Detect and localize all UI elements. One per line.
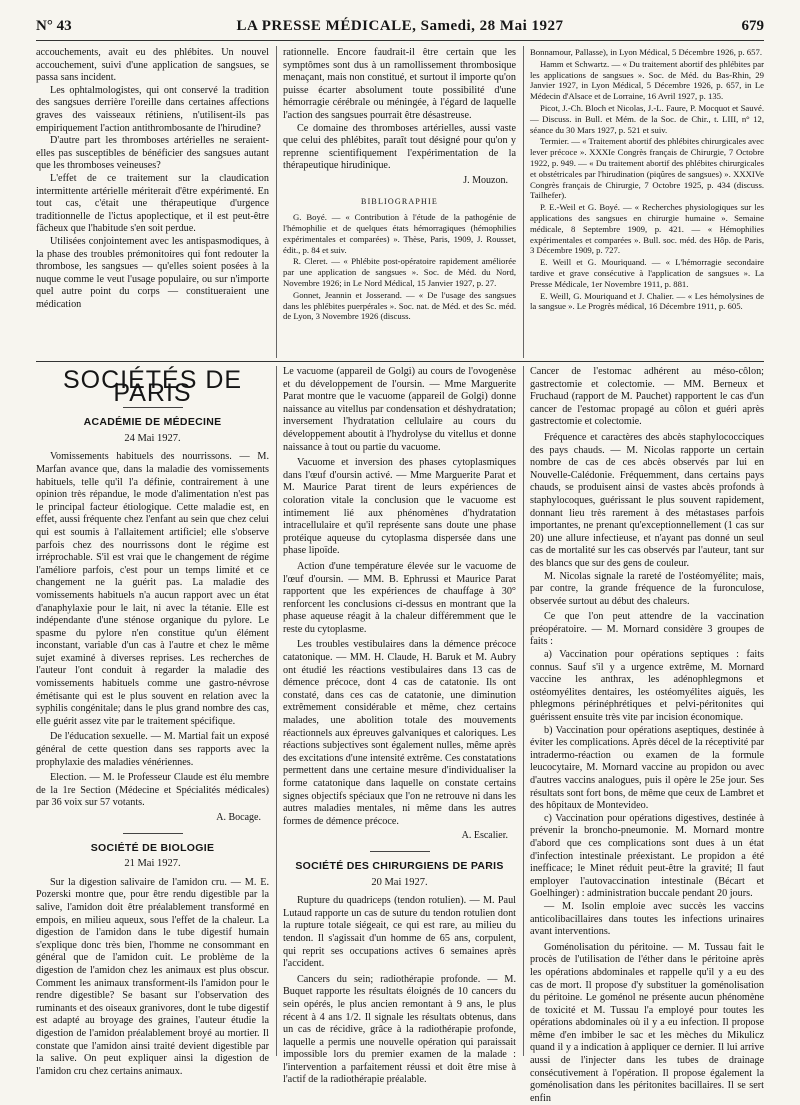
bibliography-entry: Termier. — « Traitement abortif des phlébites chirurgicales avec lever précoce ». XXXIe Congrès français de Chirurgie, 7 Octobre 1922, p. 949. — « Du traitement abortif des phlébites chirurgicales et obstétricales par l'hirudination (piqûres de sangsues) ». XXXIVe Congrès français de Chirurgie, 7 Octobre 1925, p. 434 (discuss. Tailhefer).	[530, 136, 764, 201]
column-divider	[276, 366, 277, 1056]
paragraph: Ce domaine des thromboses artérielles, aussi vaste que celui des phlébites, paraît tout désigné pour qu'on y reprenne scientifiquement l'expérimentation de la thérapeutique hirudinique.	[283, 122, 516, 172]
report-signature: A. Escalier.	[461, 830, 508, 842]
top-column-2	[283, 47, 516, 323]
session-date: 20 Mai 1927.	[371, 876, 428, 888]
journal-title: LA PRESSE MÉDICALE, Samedi, 28 Mai 1927	[236, 18, 564, 34]
page-number: 679	[741, 18, 764, 34]
paragraph: accouchements, avait eu des phlébites. Un nouvel accouchement, suivi d'une application de sangsues, se passa sans incident.	[36, 47, 269, 84]
bibliography-entry: Hamm et Schwartz. — « Du traitement abortif des phlébites par les applications de sangsues ». Soc. de Méd. du Bas-Rhin, 29 Janvier 1927, in Lyon Médical, 5 Décembre 1926, p. 657, in Le Médecin d'Alsace et de Lorraine, 16 Avril 1927, p. 135.	[530, 58, 764, 102]
article-signature: J. Mouzon.	[463, 174, 508, 186]
paragraph: Election. — M. le Professeur Claude est élu membre de la 1re Section (Médecine et Spécialités médicales) par 36 voix sur 57 votants.	[36, 772, 269, 809]
bibliography-entry: P. E.-Weil et G. Boyé. — « Recherches physiologiques sur les applications des sangsues en chirurgie humaine ». Semaine médicale, 8 Septembre 1909, p. 421. — « Hémophilies expérimentales et comparées ». Bull. soc. méd. des Hôp. de Paris, 3 Décembre 1909, p. 727.	[530, 202, 764, 256]
top-column-3	[530, 47, 764, 313]
column-divider	[523, 46, 524, 358]
paragraph: M. Nicolas signale la rareté de l'ostéomyélite; mais, par contre, la grande fréquence de la furonculose, observée surtout au début des chaleurs.	[530, 570, 764, 607]
paragraph: D'autre part les thromboses artérielles ne seraient-elles pas susceptibles de bénéficier des sangsues autant que les thromboses veineuses?	[36, 135, 269, 172]
paragraph: Action d'une température élevée sur le vacuome de l'œuf d'oursin. — MM. B. Ephrussi et Maurice Parat rapportent que les expériences de chauffage à 30° renforcent les conclusions ci-dessus en montrant que la phase aqueuse réagit à la chaleur différemment que le reste du cytoplasme.	[283, 560, 516, 635]
paragraph: Le vacuome (appareil de Golgi) au cours de l'ovogenèse et du développement de l'oursin. — Mme Marguerite Parat montre que le vacuome (appareil de Golgi) donne naissance au vitellus par condensation et déshydratation; inversement l'hydratation cellulaire au cours du développement aboutit à l'hydrolyse du vitellus et donne naissance à tout ou partie du vacuome.	[283, 366, 516, 453]
bibliography-entry: R. Cleret. — « Phlébite post-opératoire rapidement améliorée par une application de sangsues ». Soc. de Méd. du Nord, Novembre 1926; in Le Nord Médical, 15 Janvier 1927, p. 27.	[283, 256, 516, 288]
paragraph: Ce que l'on peut attendre de la vaccination préopératoire. — M. Mornard considère 3 groupes de faits :	[530, 611, 764, 648]
column-divider	[523, 366, 524, 1056]
bibliography-entry: E. Weill, G. Mouriquand et J. Chalier. — « Les hémolysines de la sangsue ». Le Progrès médical, 16 Décembre 1911, p. 605.	[530, 290, 764, 312]
society-heading: ACADÉMIE DE MÉDECINE	[83, 416, 222, 429]
bibliography-entry: Picot, J.-Ch. Bloch et Nicolas, J.-L. Faure, P. Mocquot et Sauvé. — Discuss. in Bull. et Mém. de la Soc. de Chir., t. LIII, n° 12, séance du 30 Mars 1927, p. 521 et suiv.	[530, 102, 764, 135]
bibliography-entry: G. Boyé. — « Contribution à l'étude de la pathogénie de l'hémophilie et de quelques états hémorragiques (hémophilies expérimentales et comparées) ». Thèse, Paris, 1909, J. Rousset, édit., p. 84 et suiv.	[283, 212, 516, 255]
paragraph: Les troubles vestibulaires dans la démence précoce catatonique. — MM. H. Claude, H. Baruk et M. Aubry ont étudié les réactions vestibulaires dans 13 cas de démence précoce, dont 4 cas de catatonie. Ils ont constaté, dans ces cas de catatonie, une diminution extrêmement considérable et même, chez certains malades, une abolition totale des mouvements réactionnels aux épreuves galvaniques et caloriques. Les réactions subjectives sont également nulles, même après des excitations d'une intensité extrême. Ces constatations permettent dans une certaine mesure d'individualiser la forme catatonique dans laquelle on constate certains signes objectifs spéciaux que l'on ne retrouve ni dans les autres maladies mentales, ni même dans les autres formes de démence précoce.	[283, 639, 516, 827]
paragraph: Utilisées conjointement avec les antispasmodiques, à la phase des troubles prémonitoires qui font redouter la thrombose, les sangsues — qu'elles soient posées à la nuque comme le veut l'usage populaire, ou sur n'importe quel autre point du corps — constitueraient une médication	[36, 235, 269, 310]
issue-number: N° 43	[36, 18, 72, 34]
bibliography-entry: Gonnet, Jeannin et Josserand. — « De l'usage des sangsues dans les phlébites puerpérales ». Soc. nat. de Méd. et des Sc. méd. de Lyon, 3 Novembre 1926 (discuss.	[283, 289, 516, 322]
societes-column-3	[530, 366, 764, 1105]
paragraph: Vacuome et inversion des phases cytoplasmiques dans l'œuf d'oursin activé. — Mme Marguerite Parat et M. Maurice Parat tirent de leurs expériences de coloration vitale la conclusion que le vacuome est intimement lié aux phénomènes d'hydratation intracellulaire et qu'il représente sans doute une phase protéique aqueuse du cytoplasma dispersée dans une phase lipoïde.	[283, 457, 516, 557]
report-signature: A. Bocage.	[216, 812, 261, 823]
paragraph: — M. Isolin emploie avec succès les vaccins anticolibacillaires dans toutes les infections urinaires avant interventions.	[530, 900, 764, 938]
title-rule	[123, 407, 183, 408]
page-header	[36, 18, 764, 40]
paragraph: Fréquence et caractères des abcès staphylococciques des pays chauds. — M. Nicolas rapporte un certain nombre de cas de ces abcès observés par lui en Nouvelle-Calédonie. Fréquemment, dans certains pays chauds, se produisent ainsi de vastes abcès profonds à staphylocoques, guérissant le plus souvent rapidement, donnant lieu très rarement à des métastases parfois importantes, ne prenant qu'exceptionnellement (1 cas sur 20) une allure infectieuse, et n'ayant pas donné un seul cas de mortalité sur les cas observés par l'auteur, tant sur des blancs que sur des gens de couleur.	[530, 431, 764, 569]
session-date: 24 Mai 1927.	[124, 432, 181, 444]
paragraph: a) Vaccination pour opérations septiques : faits connus. Sauf s'il y a urgence extrême, M. Mornard vaccine les anthrax, les adénophlegmons et ostéomyélites dentaires, les ostéomyélites aiguës, les phlegmons périnéphrétiques et pelvi-péritonites qui guérissent ensuite très vite par incision économique.	[530, 649, 764, 724]
paragraph: b) Vaccination pour opérations aseptiques, destinée à éviter les complications. Après décel de la réceptivité par intradermo-réaction ou examen de la formule leucocytaire, M. Mornard vaccine au propidon ou avec d'autres vaccins analogues, puis il opère le 25e jour. Ses résultats sont fort bons, de même que ceux de Lambret et des hôpitaux de Montevideo.	[530, 724, 764, 812]
paragraph: Sur la digestion salivaire de l'amidon cru. — M. E. Pozerski montre que, pour être rendu digestible par la salive, l'amidon doit être préalablement transformé en empois, en milieu aqueux, sous l'effet de la chaleur. La digestion de l'amidon dans le tube digestif humain s'explique donc très bien, l'homme ne consommant en général que de l'amidon cuit. Le problème de la digestion de l'amidon chez les animaux est plus obscur. Comment les animaux transforment-ils l'amidon pour le rendre digestible? Se basant sur l'observation des ruminants et des oiseaux granivores, dont le tube digestif est adapté au broyage des graines, l'auteur étudie la digestion de l'amidon préalablement broyé au mortier. Il constate que l'amidon ainsi traité devient digestible par la salive. On peut expliquer ainsi la digestion de l'amidon cru chez certains animaux.	[36, 876, 269, 1077]
paragraph: c) Vaccination pour opérations digestives, destinée à prévenir la broncho-pneumonie. M. Mornard montre d'abord que ces complications sont dues à un état d'infection intestinale préexistant. Le propidon a été inefficace; le Minet réduit peut-être la gravité; Il faut employer l'autovaccination intestinale (Bécart et Goelhinger) : administration buccale pendant 20 jours.	[530, 812, 764, 900]
paragraph: Rupture du quadriceps (tendon rotulien). — M. Paul Lutaud rapporte un cas de suture du tendon rotulien dont la rupture totale siégeait, ce qui est rare, au milieu du tendon. Il s'agissait d'un homme de 65 ans, corpulent, qui reprit ses occupations actives 6 semaines après l'accident.	[283, 895, 516, 970]
paragraph: Cancer de l'estomac adhérent au méso-côlon; gastrectomie et colectomie. — MM. Berneux et Fruchaud (rapport de M. Pauchet) rapportent le cas d'un cancer de l'estomac propagé au côlon et guéri après gastrectomie et colectomie.	[530, 366, 764, 428]
column-divider	[276, 46, 277, 358]
divider-rule	[123, 833, 183, 834]
society-heading: SOCIÉTÉ DES CHIRURGIENS DE PARIS	[295, 859, 504, 872]
bibliography-entry: E. Weill et G. Mouriquand. — « L'hémorragie secondaire tardive et grave consécutive à l'application de sangsues ». La Presse Médicale, 1er Novembre 1911, p. 881.	[530, 257, 764, 289]
paragraph: Goménolisation du péritoine. — M. Tussau fait le procès de l'utilisation de l'éther dans le péritoine après les opérations abdominales et rappelle qu'il y a eu des cas de mort. Il propose d'y substituer la goménolisation du péritoine. Le goménol ne présente aucun phénomène de toxicité et M. Tussau l'a employé pour toutes les opérations abdominales où il y a eu infection. Il propose même d'en imbiber le sac et les mèches du Mikulicz quand il y a indication à appliquer ce dernier. Il lui arrive aussi de l'injecter dans les tubes de drainage consécutivement à l'opération. Il propose également la goménolisation dans les péritonites bacillaires. Il se sert enfin	[530, 941, 764, 1104]
bibliography-entry: Bonnamour, Pallasse), in Lyon Médical, 5 Décembre 1926, p. 657.	[530, 47, 762, 57]
paragraph: De l'éducation sexuelle. — M. Martial fait un exposé général de cette question dans ses rapports avec la prophylaxie des maladies vénériennes.	[36, 731, 269, 768]
section-rule	[36, 361, 764, 362]
societes-column-2	[283, 366, 516, 1087]
paragraph: L'effet de ce traitement sur la claudication intermittente artérielle mériterait d'être expérimenté. En tout cas, c'était une thérapeutique d'urgence traditionnelle de l'ictus apoplectique, et il est peut-être fâcheux que l'habitude s'en soit perdue.	[36, 172, 269, 235]
paragraph: rationnelle. Encore faudrait-il être certain que les symptômes sont dus à un ramollissement thrombosique menaçant, mais non constitué, et surtout il importe qu'on puisse écarter absolument toute possibilité d'une hémorragie cérébrale ou méningée, à l'égard de laquelle l'action des sangsues pourrait être désastreuse.	[283, 47, 516, 121]
paragraph: Cancers du sein; radiothérapie profonde. — M. Buquet rapporte les résultats éloignés de 10 cancers du sein opérés, le plus ancien remontant à 9 ans, le plus récent à 4 ans 1/2. Il signale les résultats obtenus, dans un cas de récidive, grâce à la radiothérapie profonde, laquelle a permis une nouvelle opération qui paraissait impossible lors du premier examen de la malade : l'intervention a parfaitement réussi et doit être mise à l'actif de la radiothérapie préalable.	[283, 973, 516, 1086]
top-column-1	[36, 47, 269, 311]
divider-rule	[370, 851, 430, 852]
bibliography-heading: BIBLIOGRAPHIE	[361, 196, 438, 206]
paragraph: Vomissements habituels des nourrissons. — M. Marfan avance que, dans la maladie des vomissements habituels, telle qu'il l'a définie, contrairement à une opinion très répandue, le mode d'alimentation n'est pas le principal facteur étiologique. Cette maladie est, en effet, aussi fréquente chez l'enfant au sein que chez celui qui est soumis à l'allaitement artificiel; elle s'observe parfois chez des nourrissons dont le régime est irréprochable. S'il est vrai que le changement de régime l'améliore parfois, c'est pour un temps limité et ce changement ne la guérit pas. La maladie des vomissements habituels n'a aucun rapport avec un état d'anaphylaxie pour le lait, ni avec la tétanie. Elle est indépendante d'une sténose organique du pylore. Le spasme du pylore n'en constitue qu'un élément inconstant, variable d'un cas à l'autre et chez le même sujet examiné à diverses reprises. Les recherches de l'auteur l'ont conduit à regarder la maladie des vomissements habituels comme une gastro-névrose émétisante qui est le plus souvent en relation avec la syphilis congénitale; dans le plus grand nombre des cas, elle guérit assez vite par le traitement spécifique.	[36, 451, 269, 727]
header-rule	[36, 40, 764, 41]
paragraph: Les ophtalmologistes, qui ont conservé la tradition des sangsues derrière l'oreille dans certaines affections graves des vaisseaux rétiniens, n'utilisent-ils pas empiriquement l'action antithrombosante de l'hirudine?	[36, 84, 269, 134]
section-title: SOCIÉTÉS DE PARIS	[62, 366, 243, 407]
session-date: 21 Mai 1927.	[124, 858, 181, 870]
societes-column-1	[36, 366, 269, 1078]
society-heading: SOCIÉTÉ DE BIOLOGIE	[90, 841, 215, 854]
